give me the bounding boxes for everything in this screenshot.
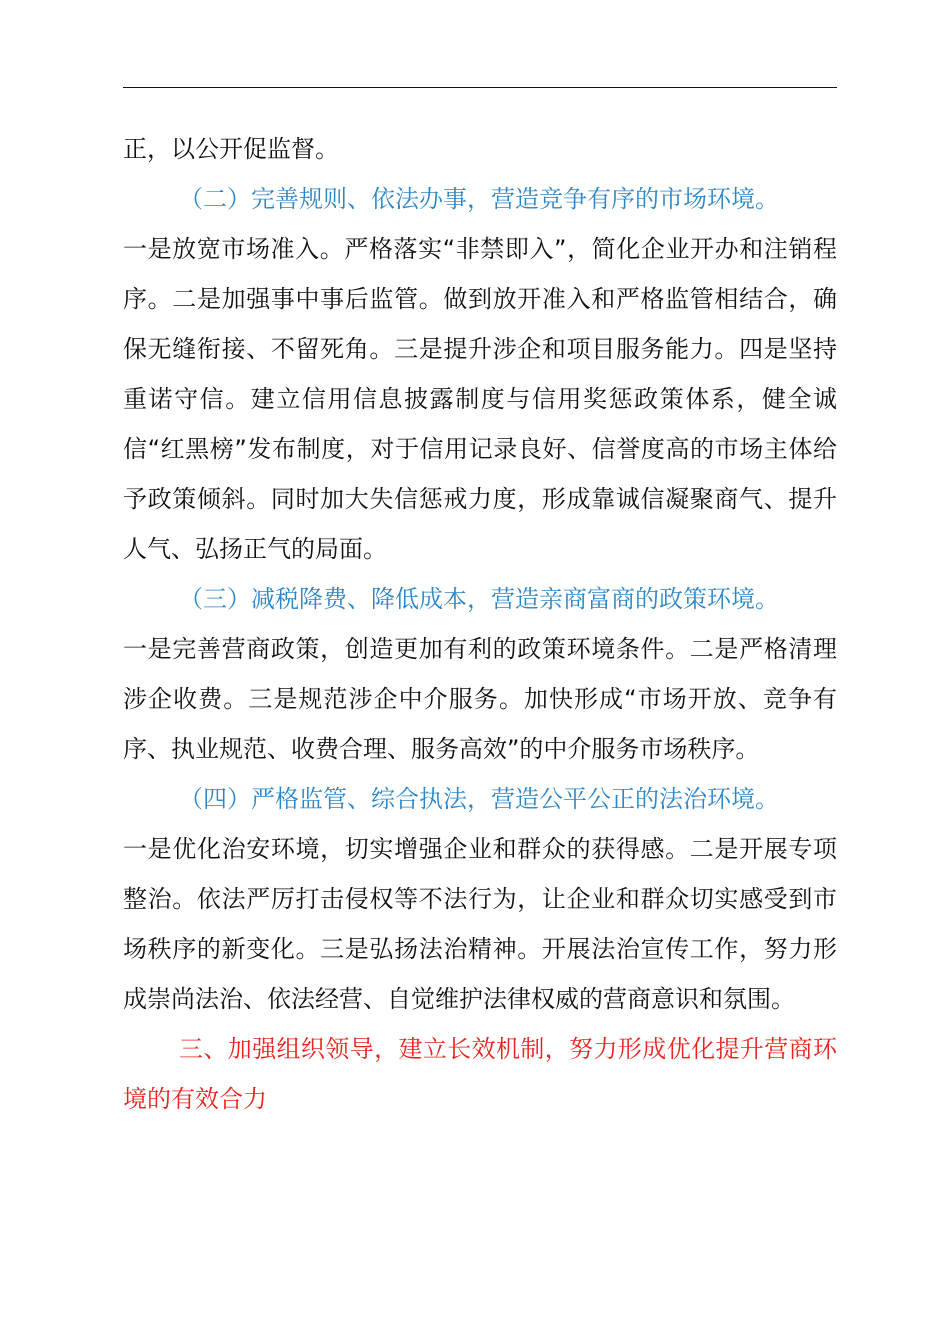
intro-fragment: 正，以公开促监督。 [123, 135, 339, 163]
major-heading-three: 三、加强组织领导，建立长效机制，努力形成优化提升营商环境的有效合力 [123, 1035, 837, 1113]
section-4-heading: （四）严格监管、综合执法，营造公平公正的法治环境。 [179, 785, 779, 813]
document-body [123, 124, 837, 1124]
section-3-body: 一是完善营商政策，创造更加有利的政策环境条件。二是严格清理涉企收费。三是规范涉企中介服务。加快形成“市场开放、竞争有序、执业规范、收费合理、服务高效”的中介服务市场秩序。 [123, 635, 837, 763]
section-2-heading: （二）完善规则、依法办事，营造竞争有序的市场环境。 [179, 185, 779, 213]
header-rule [123, 87, 837, 88]
section-2-body: 一是放宽市场准入。严格落实“非禁即入”，简化企业开办和注销程序。二是加强事中事后监管。做到放开准入和严格监管相结合，确保无缝衔接、不留死角。三是提升涉企和项目服务能力。四是坚持重诺守信。建立信用信息披露制度与信用奖惩政策体系，健全诚信“红黑榜”发布制度，对于信用记录良好、信誉度高的市场主体给予政策倾斜。同时加大失信惩戒力度，形成靠诚信凝聚商气、提升人气、弘扬正气的局面。 [123, 235, 837, 563]
section-4-body: 一是优化治安环境，切实增强企业和群众的获得感。二是开展专项整治。依法严厉打击侵权等不法行为，让企业和群众切实感受到市场秩序的新变化。三是弘扬法治精神。开展法治宣传工作，努力形成崇尚法治、依法经营、自觉维护法律权威的营商意识和氛围。 [123, 835, 837, 1013]
section-3-heading: （三）减税降费、降低成本，营造亲商富商的政策环境。 [179, 585, 779, 613]
